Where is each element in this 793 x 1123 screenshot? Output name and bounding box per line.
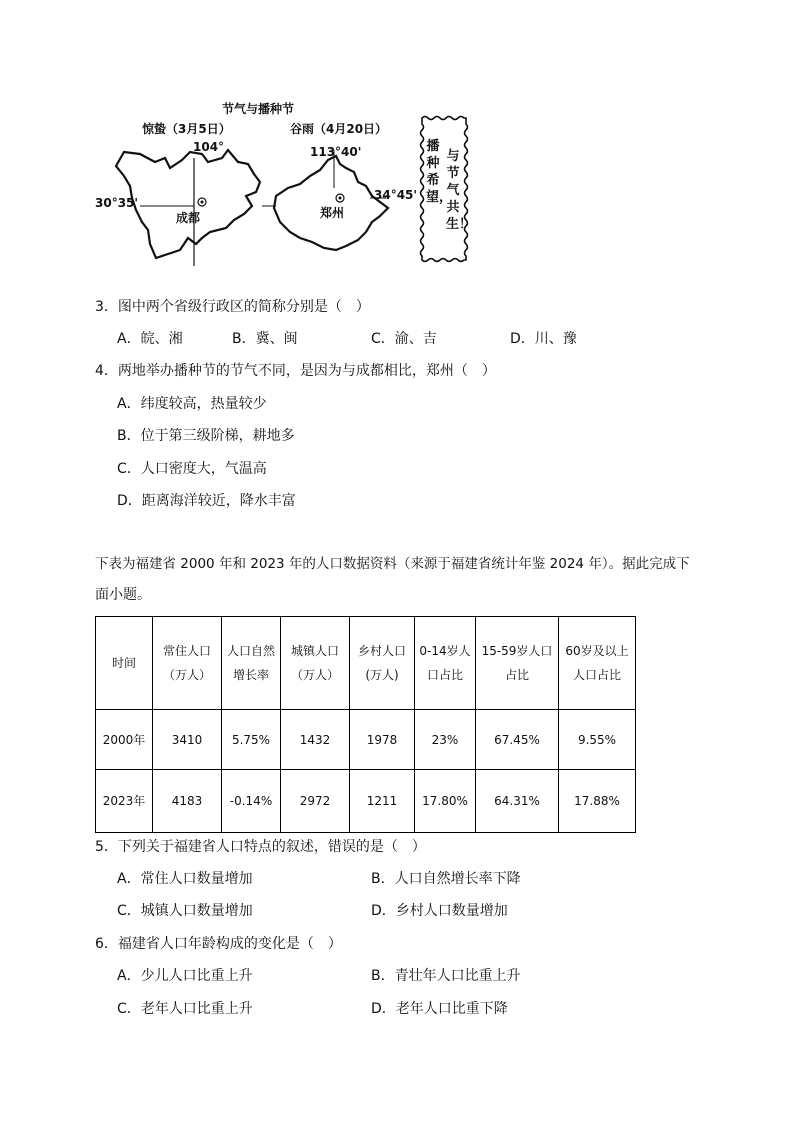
q4-option-d[interactable]: D．距离海洋较近，降水丰富	[117, 493, 296, 509]
intro-line-2: 面小题。	[95, 587, 151, 603]
population-table	[95, 616, 636, 833]
table-cell: 1432	[281, 710, 350, 770]
q6-option-a[interactable]: A．少儿人口比重上升	[117, 968, 253, 984]
q4-option-b[interactable]: B．位于第三级阶梯，耕地多	[117, 428, 295, 444]
table-cell: 4183	[153, 770, 222, 833]
table-row	[96, 710, 636, 770]
table-cell: 3410	[153, 710, 222, 770]
header-cell: 60岁及以上人口占比	[559, 617, 636, 710]
q5-option-a[interactable]: A．常住人口数量增加	[117, 871, 253, 887]
zhengzhou-label: 郑州	[320, 206, 345, 220]
q3-option-b[interactable]: B．冀、闽	[232, 331, 298, 347]
q3-option-c[interactable]: C．渝、吉	[371, 331, 437, 347]
longitude-113-label: 113°40'	[310, 145, 362, 159]
slogan-col-1: 播种希望，	[426, 139, 453, 205]
table-cell: 1978	[350, 710, 415, 770]
table-cell: 67.45%	[476, 710, 559, 770]
q5-option-d[interactable]: D．乡村人口数量增加	[371, 903, 508, 919]
table-cell: 9.55%	[559, 710, 636, 770]
header-cell: 乡村人口(万人)	[350, 617, 415, 710]
figure-title: 节气与播种节	[222, 102, 295, 116]
q5-option-b[interactable]: B．人口自然增长率下降	[371, 871, 521, 887]
header-cell: 0-14岁人口占比	[415, 617, 476, 710]
table-cell: -0.14%	[222, 770, 281, 833]
header-cell: 人口自然增长率	[222, 617, 281, 710]
q4-stem: 4．两地举办播种节的节气不同，是因为与成都相比，郑州（ ）	[95, 363, 496, 379]
q4-option-a[interactable]: A．纬度较高，热量较少	[117, 396, 267, 412]
right-solar-term-label: 谷雨（4月20日）	[290, 122, 388, 136]
table-cell: 23%	[415, 710, 476, 770]
header-cell: 15-59岁人口占比	[476, 617, 559, 710]
longitude-104-label: 104°	[193, 140, 225, 154]
table-cell: 2023年	[96, 770, 153, 833]
header-cell: 城镇人口（万人）	[281, 617, 350, 710]
header-cell: 时间	[96, 617, 153, 710]
q6-option-b[interactable]: B．青壮年人口比重上升	[371, 968, 521, 984]
latitude-30-label: 30°35'	[95, 196, 139, 210]
q6-option-c[interactable]: C．老年人口比重上升	[117, 1001, 253, 1017]
q4-option-c[interactable]: C．人口密度大，气温高	[117, 461, 267, 477]
chengdu-label: 成都	[176, 211, 201, 225]
latitude-34-label: 34°45'	[374, 188, 418, 202]
table-cell: 17.80%	[415, 770, 476, 833]
q3-option-d[interactable]: D．川、豫	[510, 331, 577, 347]
left-solar-term-label: 惊蛰（3月5日）	[142, 122, 231, 136]
slogan-box	[419, 115, 473, 263]
table-cell: 2000年	[96, 710, 153, 770]
slogan-col-2: 与节气共生！	[446, 149, 473, 232]
q3-option-a[interactable]: A．皖、湘	[117, 331, 183, 347]
table-header-row	[96, 617, 636, 710]
table-cell: 17.88%	[559, 770, 636, 833]
q6-stem: 6．福建省人口年龄构成的变化是（ ）	[95, 936, 342, 952]
table-row	[96, 770, 636, 833]
header-cell: 常住人口（万人）	[153, 617, 222, 710]
table-cell: 1211	[350, 770, 415, 833]
intro-line-1: 下表为福建省 2000 年和 2023 年的人口数据资料（来源于福建省统计年鉴 2024 年）。据此完成下	[95, 556, 690, 572]
q5-option-c[interactable]: C．城镇人口数量增加	[117, 903, 253, 919]
table-cell: 5.75%	[222, 710, 281, 770]
table-cell: 64.31%	[476, 770, 559, 833]
q5-stem: 5．下列关于福建省人口特点的叙述，错误的是（ ）	[95, 839, 426, 855]
table-cell: 2972	[281, 770, 350, 833]
q3-stem: 3．图中两个省级行政区的简称分别是（ ）	[95, 299, 370, 315]
q6-option-d[interactable]: D．老年人口比重下降	[371, 1001, 508, 1017]
